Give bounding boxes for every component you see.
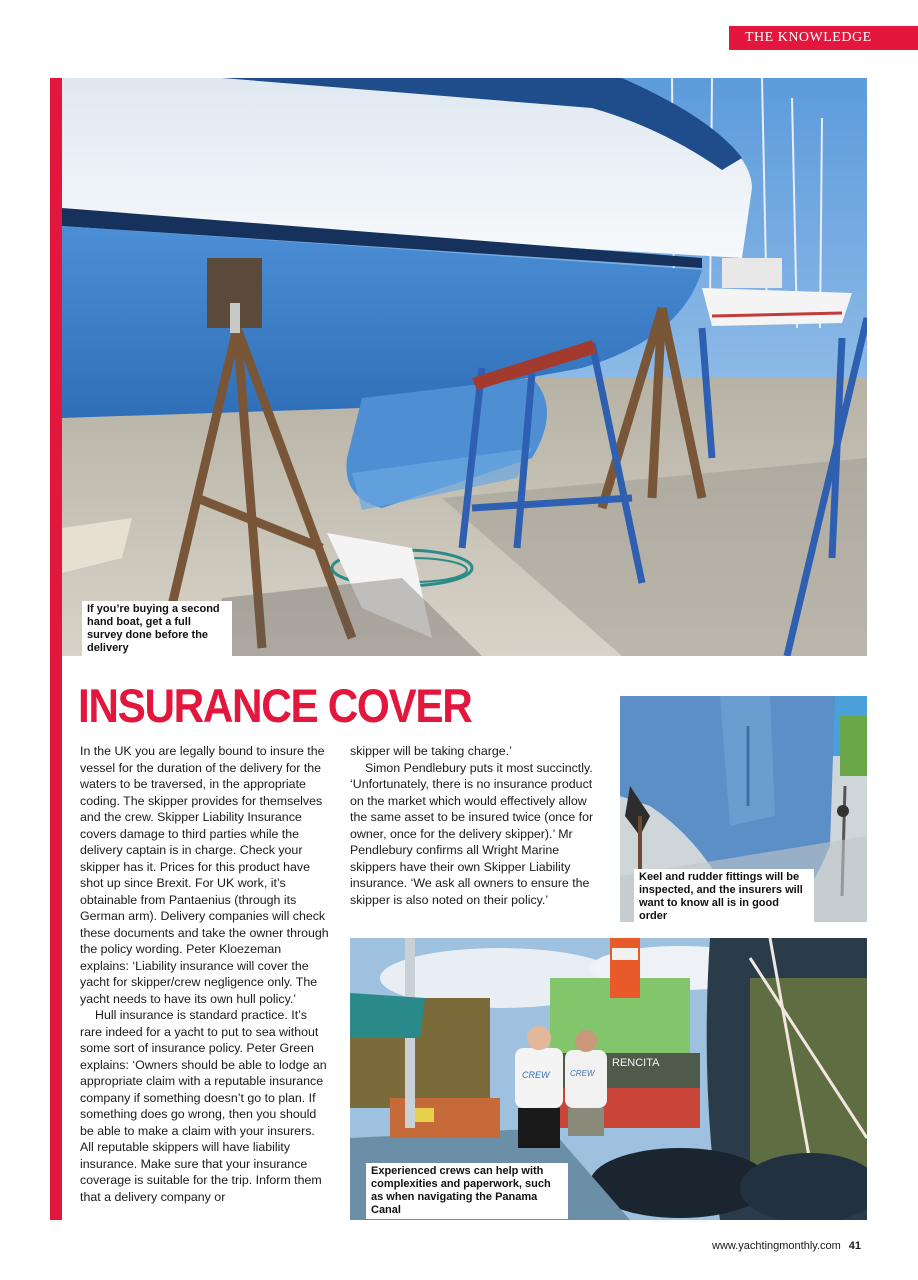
paragraph: Simon Pendlebury puts it most succinctly. ‘Unfortunately, there is no insurance product on the market which would effectively allow the same asset to be insured twice (once for owner, once for the delivery skipper).’ Mr Pendlebury confirms all Wright Marine skippers have their own Skipper Liability insurance. ‘We ask all owners to ensure the skipper is also noted on their policy.’	[350, 760, 594, 907]
footer-url: www.yachtingmonthly.com	[712, 1240, 841, 1252]
hero-photo	[62, 78, 867, 656]
paragraph: Hull insurance is standard practice. It’s rare indeed for a yacht to put to sea without some sort of insurance policy. Peter Green explains: ‘Owners should be able to lodge an appropriate claim with a reputable insurance company if something doesn’t go to plan. If something does go wrong, then you should be able to make a claim with your insurers. All reputable skippers will have liability insurance. Make sure that your insurance coverage is suitable for the trip. Inform them that a delivery company or	[80, 1008, 327, 1204]
paragraph: In the UK you are legally bound to insure the vessel for the duration of the delivery for the waters to be traversed, in the appropriate coding. The skipper provides for themselves and the crew. Skipper Liability Insurance covers damage to third parties while the delivery captain is in charge. Check your skipper has it. Prices for this product have shot up since Brexit. For UK work, it’s obtainable from Pantaenius (through its German arm). Delivery companies will check these documents and take the owner through the policy wording. Peter Kloezeman explains: ‘Liability insurance will cover the yacht for skipper/crew negligence only. The yacht needs to have its own hull policy.’	[80, 744, 329, 1006]
section-tag: THE KNOWLEDGE	[729, 26, 918, 50]
paragraph: skipper will be taking charge.’	[350, 744, 512, 758]
page-number: 41	[848, 1240, 862, 1252]
accent-bar	[50, 78, 62, 1220]
keel-caption: Keel and rudder fittings will be inspected, and the insurers will want to know all is in good order	[634, 869, 814, 925]
ship-name-text: RENCITA	[612, 1057, 660, 1069]
page-footer	[712, 1240, 861, 1252]
body-column-2	[350, 743, 602, 908]
headline: INSURANCE COVER	[78, 679, 472, 732]
hero-caption: If you’re buying a second hand boat, get a full survey done before the delivery	[82, 601, 232, 657]
crew-shirt-text: CREW	[522, 1070, 550, 1080]
crew-shirt-text: CREW	[570, 1069, 595, 1078]
canal-caption: Experienced crews can help with complexities and paperwork, such as when navigating the Panama Canal	[366, 1163, 568, 1219]
body-column-1	[80, 743, 330, 1205]
